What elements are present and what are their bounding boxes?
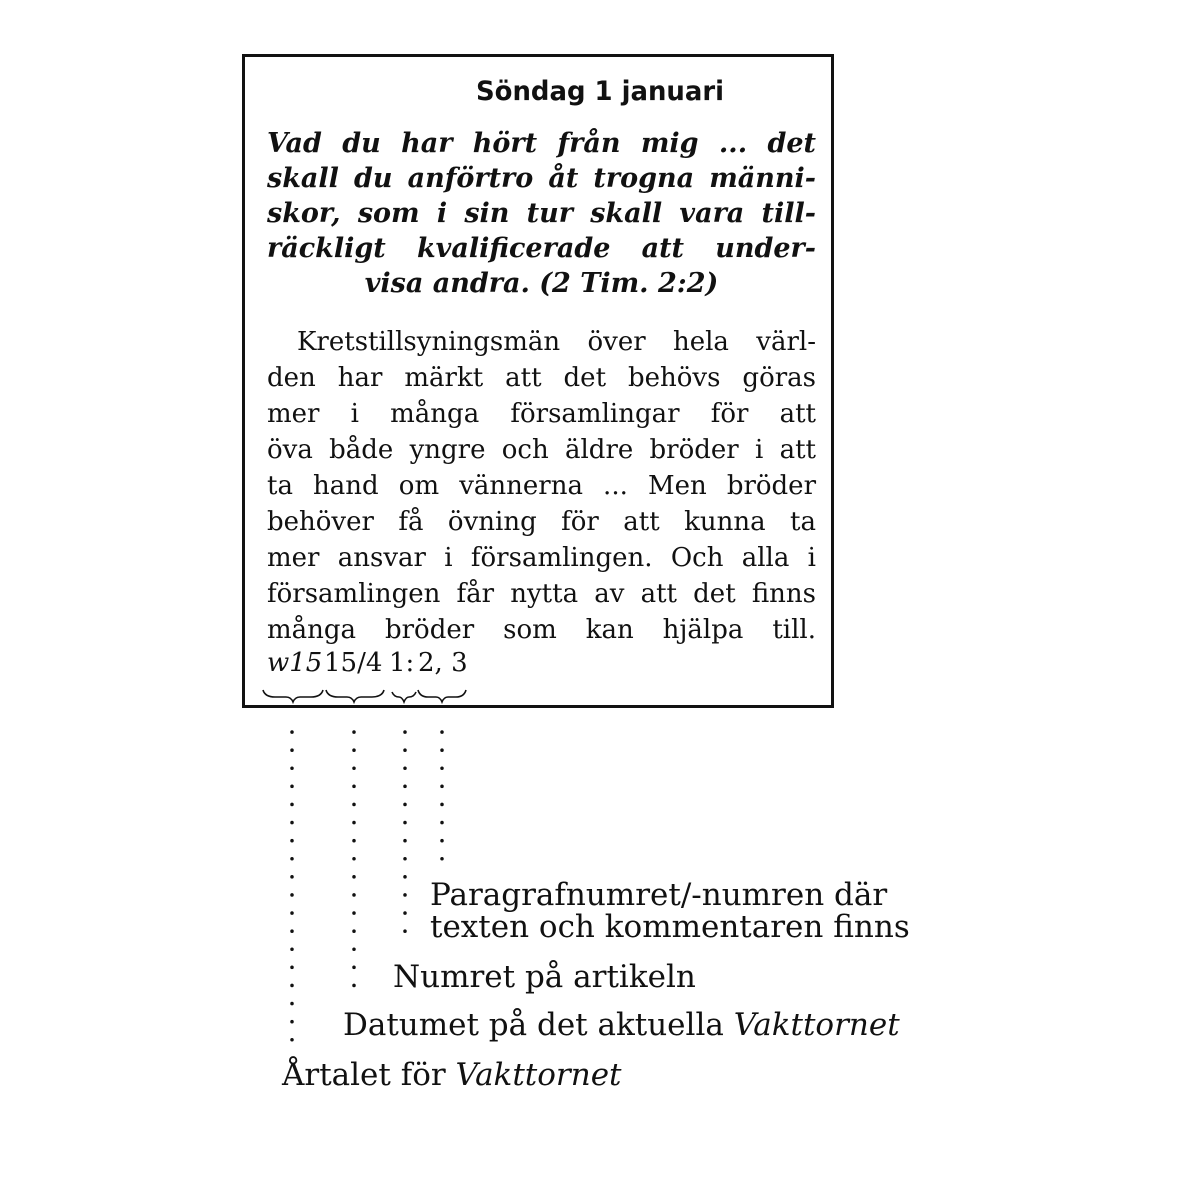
body-line: Kretstillsyningsmän över hela värl- xyxy=(297,327,816,357)
scripture-line: räckligt kvalificerade att under- xyxy=(267,233,816,264)
label-paragraph-line1: Paragrafnumret/-numren där xyxy=(430,877,888,913)
reference-date: 15/4 xyxy=(324,648,383,678)
reference-paragraphs: 2, 3 xyxy=(418,648,468,678)
label-year xyxy=(282,1059,622,1092)
reference-article: 1: xyxy=(389,648,415,678)
body-line: ta hand om vännerna ... Men bröder xyxy=(267,471,816,501)
scripture-line: visa andra. (2 Tim. 2:2) xyxy=(364,268,719,299)
body-line: församlingen får nytta av att det finns xyxy=(267,579,816,609)
scripture-line: Vad du har hört från mig ... det xyxy=(267,128,816,159)
label-paragraph-line2: texten och kommentaren finns xyxy=(430,909,910,945)
body-line: behöver få övning för att kunna ta xyxy=(267,507,816,537)
body-line: mer i många församlingar för att xyxy=(267,399,816,429)
label-year-italic: Vakttornet xyxy=(455,1057,622,1093)
label-date-italic: Vakttornet xyxy=(733,1007,900,1043)
body-line: många bröder som kan hjälpa till. xyxy=(267,615,816,645)
body-line: mer ansvar i församlingen. Och alla i xyxy=(267,543,816,573)
body-line: den har märkt att det behövs göras xyxy=(267,363,816,393)
scripture-line: skor, som i sin tur skall vara till- xyxy=(267,198,816,229)
scripture-line: skall du anförtro åt trogna männi- xyxy=(267,163,816,194)
label-date-prefix: Datumet på det aktuella xyxy=(343,1007,734,1043)
label-date xyxy=(343,1009,900,1042)
label-year-prefix: Årtalet för xyxy=(282,1057,456,1093)
day-title: Söndag 1 januari xyxy=(475,76,725,107)
label-article: Numret på artikeln xyxy=(393,959,696,995)
body-line: öva både yngre och äldre bröder i att xyxy=(267,435,816,465)
reference-year: w15 xyxy=(267,648,323,678)
